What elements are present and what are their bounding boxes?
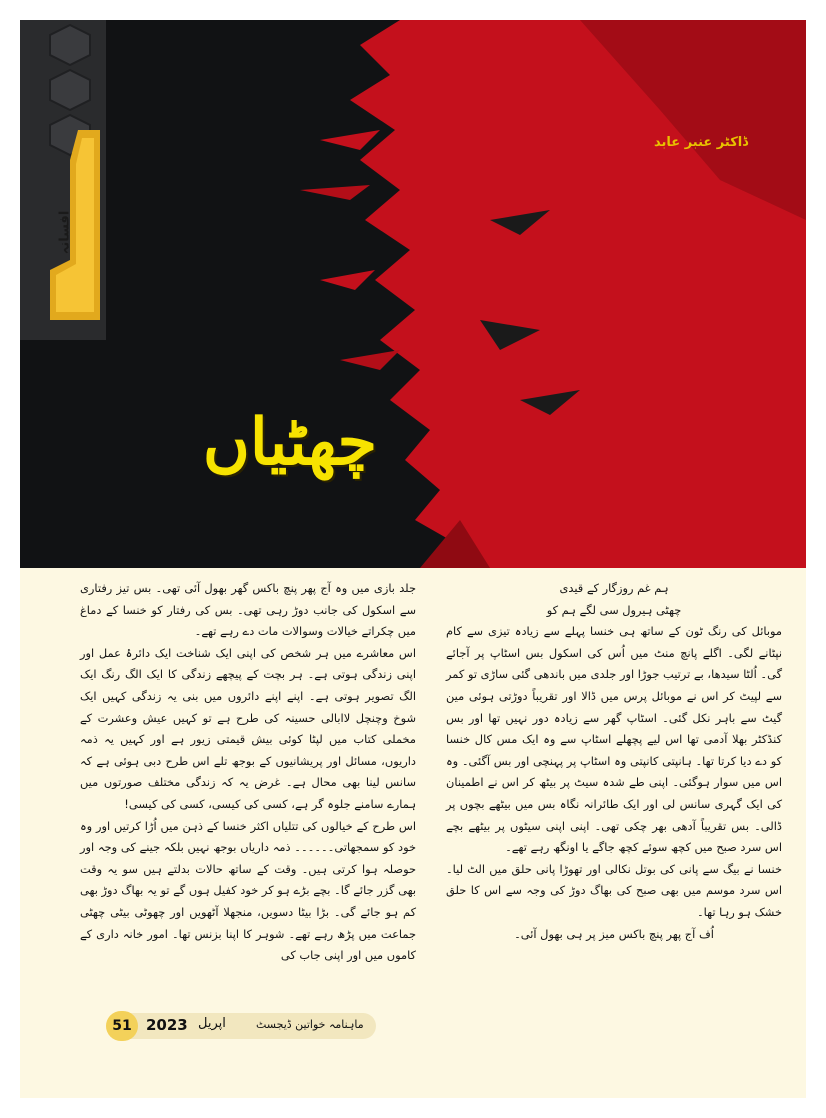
article-column-left (80, 578, 416, 967)
author-name: ڈاکٹر عنبر عابد (654, 135, 748, 150)
page-number: 51 (106, 1011, 138, 1041)
issue-year: 2023 (146, 1016, 188, 1034)
paragraph: اس معاشرے میں ہر شخص کی اپنی ایک شناخت ایک دائرۂ عمل اور اپنی زندگی ہوتی ہے۔ ہر بچت کے پیچھے زندگی کا ایک الگ رنگ ایک الگ تصویر ہوتی ہے۔ اپنے اپنے دائروں میں بنی یہ زندگی کہیں ایک شوخ وچنچل لاابالی حسینہ کی طرح ہے تو کہیں عیش وعشرت کے مخملی کتاب میں لپٹا کوئی بیش قیمتی زیور ہے اور کہیں یہ ذمہ داریوں، مسائل اور پریشانیوں کے بوجھ تلے اس طرح دبی ہوئی ہے کہ سانس لینا بھی محال ہے۔ غرض یہ کہ زندگی مختلف صورتوں میں ہمارے سامنے جلوہ گر ہے، کسی کی کیسی، کسی کی کیسی! (80, 645, 416, 811)
poem-line: چھٹی ہیرول سی لگے ہم کو (546, 602, 682, 617)
paragraph: موبائل کی رنگ ٹون کے ساتھ ہی خنسا پہلے سے زیادہ تیزی سے کام نپٹانے لگی۔ اگلے پانچ منٹ میں اُس کی اسکول بس اسٹاپ پر آجائے گی۔ اُلٹا سیدھا، بے ترتیب جوڑا اور جلدی میں باندھی گئی ساڑی تو کمر سے لپیٹ کر اس نے موبائل پرس میں ڈالا اور تقریباً دوڑتی ہوئی مین گیٹ سے باہر نکل گئی۔ اسٹاپ گھر سے زیادہ دور نہیں تھا اور بس کنڈکٹر بھلا آدمی تھا اس لیے پچھلے اسٹاپ سے وہ ایک مس کال خنسا کو دے دیا کرتا تھا۔ ہانپتی کانپتی وہ اسٹاپ پر پہنچی اور بس آگئی۔ وہ اس میں سوار ہوگئی۔ اپنی طے شدہ سیٹ پر بیٹھ کر اس نے اطمینان کی ایک گہری سانس لی اور ایک طائرانہ نگاہ بس میں بیٹھے بچوں پر ڈالی۔ بس تقریباً آدھی بھر چکی تھی۔ اپنی اپنی سیٹوں پر بیٹھے بچے اس سرد صبح میں کچھ سوئے کچھ جاگے یا اونگھ رہے تھے۔ (446, 624, 782, 855)
paragraph: جلد بازی میں وہ آج پھر پنچ باکس گھر بھول آئی تھی۔ بس تیز رفتاری سے اسکول کی جانب دوڑ رہی تھی۔ بس کی رفتار کو خنسا کے دماغ میں چکراتے خیالات وسوالات مات دے رہے تھے۔ (80, 581, 416, 639)
paragraph: خنسا نے بیگ سے پانی کی بوتل نکالی اور تھوڑا پانی حلق میں الٹ لیا۔ اس سرد موسم میں بھی صبح کی بھاگ دوڑ کی وجہ سے اس کا حلق خشک ہو رہا تھا۔ (446, 861, 782, 919)
magazine-page (20, 20, 806, 1098)
article-title: چھٹیاں (202, 405, 378, 480)
genre-label: افسانہ (57, 210, 73, 255)
paragraph: اس طرح کے خیالوں کی تتلیاں اکثر خنسا کے ذہن میں اُڑا کرتیں اور وہ خود کو سمجھاتی۔۔۔۔۔۔ ذمہ داریاں بوجھ نہیں بلکہ جینے کی وجہ اور حوصلہ ہوا کرتی ہیں۔ وقت کے ساتھ حالات بدلتے ہیں سو یہ وقت بھی گزر جائے گا۔ بچے بڑے ہو کر خود کفیل ہوں گے تو یہ بھاگ دوڑ بھی کم ہو جائے گی۔ بڑا بیٹا دسویں، منجھلا آٹھویں اور چھوٹی بیٹی چھٹی جماعت میں پڑھ رہے تھے۔ شوہر کا اپنا بزنس تھا۔ امور خانہ داری کے کاموں میں اور اپنی جاب کی (80, 818, 416, 963)
red-black-brushstroke-art (20, 20, 806, 568)
side-panel (20, 20, 106, 340)
issue-month: اپریل (198, 1016, 226, 1031)
magazine-name: ماہنامہ خواتین ڈیجسٹ (256, 1018, 364, 1031)
hero-artwork (20, 20, 806, 568)
quote-line: اُف آج پھر پنچ باکس میز پر ہی بھول آئی۔ (514, 926, 714, 941)
article-column-right (446, 578, 782, 945)
hexagon-pattern-decoration (20, 20, 106, 340)
poem-line: ہم غم روزگار کے قیدی (559, 581, 669, 595)
